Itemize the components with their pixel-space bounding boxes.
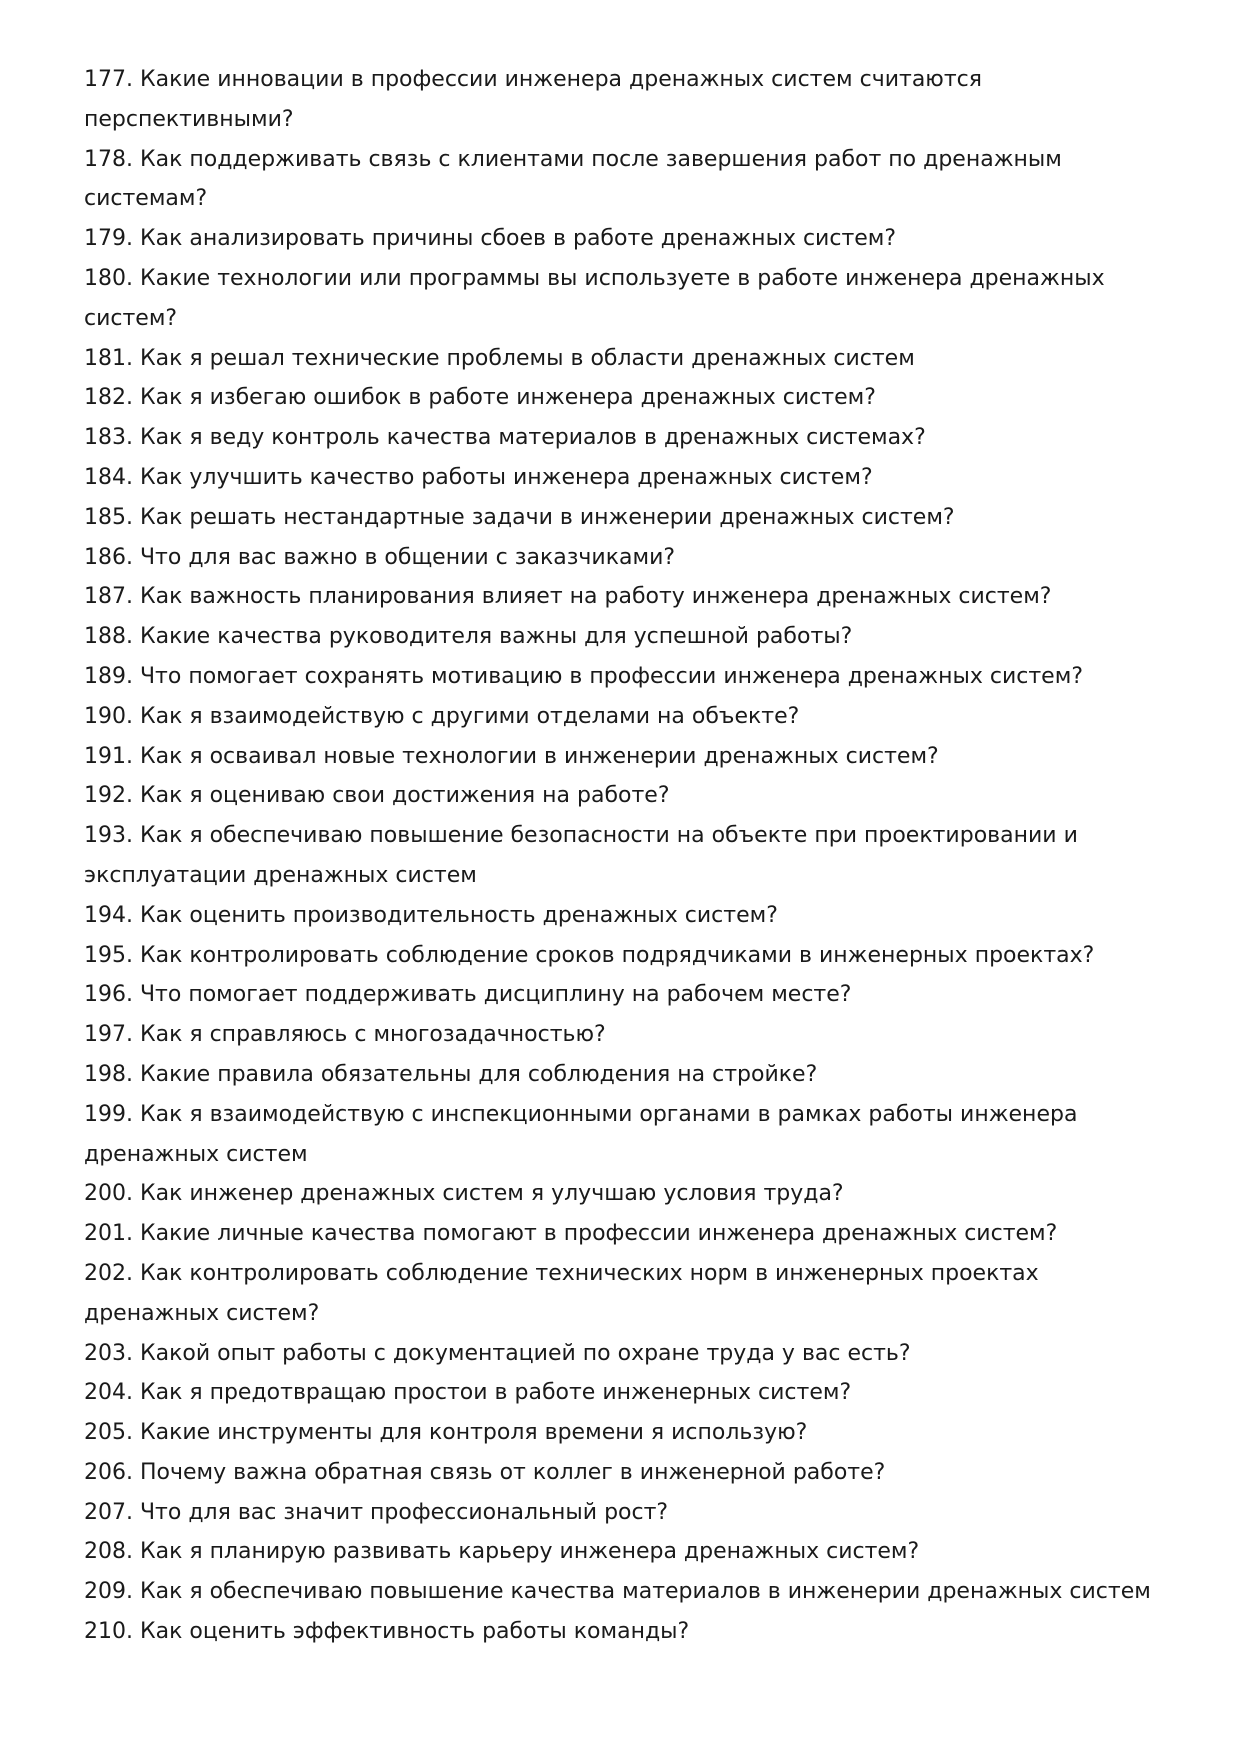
- question-item-179: 179. Как анализировать причины сбоев в работе дренажных систем?: [84, 226, 897, 252]
- question-list: [84, 60, 1164, 1652]
- question-item-206: 206. Почему важна обратная связь от коллег в инженерной работе?: [84, 1459, 886, 1485]
- question-item-187: 187. Как важность планирования влияет на работу инженера дренажных систем?: [84, 584, 1052, 610]
- question-item-203: 203. Какой опыт работы с документацией по охране труда у вас есть?: [84, 1340, 911, 1366]
- question-item-180: 180. Какие технологии или программы вы используете в работе инженера дренажных систем?: [84, 265, 1105, 331]
- question-item-200: 200. Как инженер дренажных систем я улучшаю условия труда?: [84, 1181, 844, 1207]
- question-item-183: 183. Как я веду контроль качества материалов в дренажных системах?: [84, 425, 926, 451]
- question-item-192: 192. Как я оцениваю свои достижения на работе?: [84, 783, 670, 809]
- question-item-177: 177. Какие инновации в профессии инженера дренажных систем считаются перспективными?: [84, 67, 982, 132]
- question-item-193: 193. Как я обеспечиваю повышение безопасности на объекте при проектировании и эксплуатации дренажных систем: [84, 823, 1078, 888]
- question-item-185: 185. Как решать нестандартные задачи в инженерии дренажных систем?: [84, 504, 955, 530]
- question-item-198: 198. Какие правила обязательны для соблюдения на стройке?: [84, 1061, 818, 1087]
- question-item-182: 182. Как я избегаю ошибок в работе инженера дренажных систем?: [84, 385, 876, 411]
- question-item-181: 181. Как я решал технические проблемы в области дренажных систем: [84, 345, 915, 371]
- question-item-190: 190. Как я взаимодействую с другими отделами на объекте?: [84, 703, 800, 729]
- question-item-178: 178. Как поддерживать связь с клиентами после завершения работ по дренажным системам?: [84, 146, 1062, 212]
- question-item-210: 210. Как оценить эффективность работы команды?: [84, 1619, 690, 1645]
- question-item-191: 191. Как я осваивал новые технологии в инженерии дренажных систем?: [84, 743, 939, 769]
- question-item-188: 188. Какие качества руководителя важны для успешной работы?: [84, 624, 853, 650]
- question-item-204: 204. Как я предотвращаю простои в работе инженерных систем?: [84, 1380, 852, 1406]
- question-item-208: 208. Как я планирую развивать карьеру инженера дренажных систем?: [84, 1539, 920, 1565]
- question-item-194: 194. Как оценить производительность дренажных систем?: [84, 902, 778, 928]
- question-item-199: 199. Как я взаимодействую с инспекционными органами в рамках работы инженера дренажных систем: [84, 1101, 1078, 1167]
- question-item-186: 186. Что для вас важно в общении с заказчиками?: [84, 544, 676, 570]
- question-item-195: 195. Как контролировать соблюдение сроков подрядчиками в инженерных проектах?: [84, 942, 1095, 968]
- question-item-202: 202. Как контролировать соблюдение технических норм в инженерных проектах дренажных систем?: [84, 1260, 1039, 1326]
- question-item-207: 207. Что для вас значит профессиональный рост?: [84, 1499, 669, 1525]
- question-item-209: 209. Как я обеспечиваю повышение качества материалов в инженерии дренажных систем: [84, 1579, 1151, 1605]
- question-item-201: 201. Какие личные качества помогают в профессии инженера дренажных систем?: [84, 1221, 1058, 1247]
- question-item-205: 205. Какие инструменты для контроля времени я использую?: [84, 1420, 808, 1446]
- question-item-184: 184. Как улучшить качество работы инженера дренажных систем?: [84, 464, 873, 490]
- question-item-189: 189. Что помогает сохранять мотивацию в профессии инженера дренажных систем?: [84, 663, 1083, 689]
- question-item-196: 196. Что помогает поддерживать дисциплину на рабочем месте?: [84, 982, 852, 1008]
- question-item-197: 197. Как я справляюсь с многозадачностью?: [84, 1022, 606, 1048]
